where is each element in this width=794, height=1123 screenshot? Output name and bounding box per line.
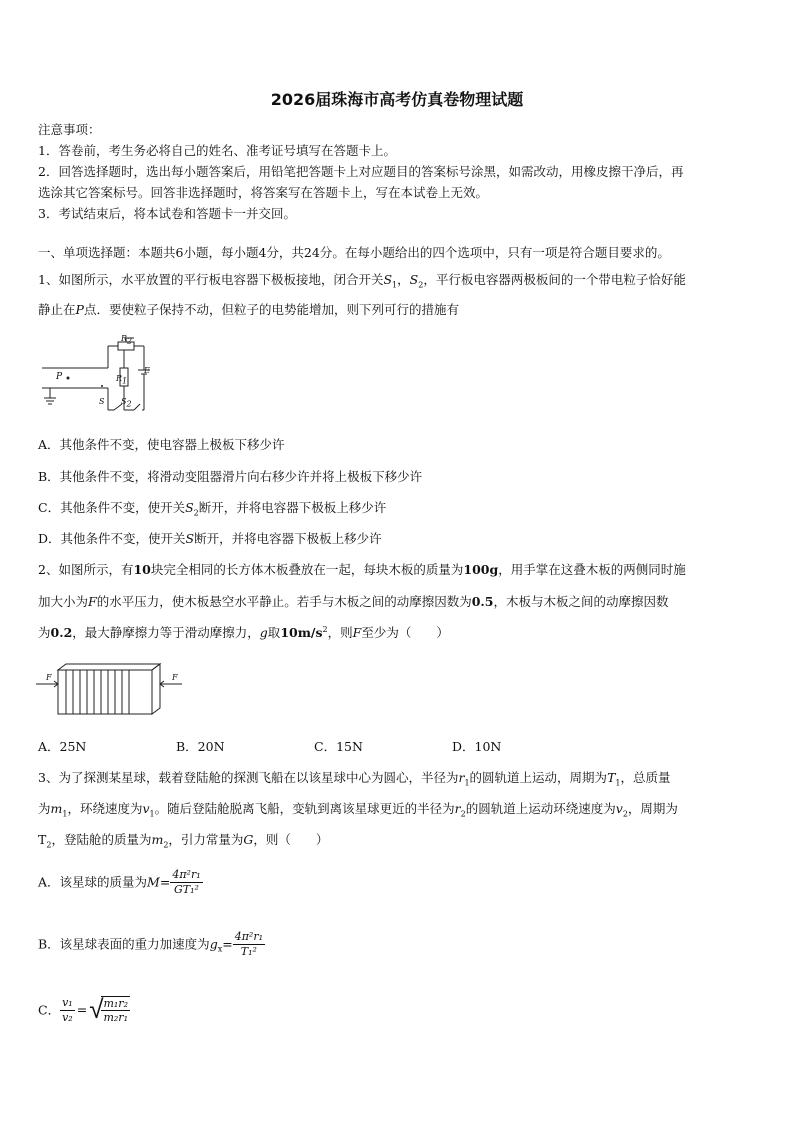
q2-line-3: 为0.2，最大静摩擦力等于滑动摩擦力，g取$10m/s^2$，则F至少为（ ）	[38, 625, 449, 641]
notice-item-2: 2．回答选择题时，选出每小题答案后，用铅笔把答题卡上对应题目的答案标号涂黑，如需改动，用橡皮擦干净后，再	[38, 164, 684, 179]
q2-fig-f-left: F	[46, 673, 52, 682]
notice-item-3: 3．考试结束后，将本试卷和答题卡一并交回。	[38, 206, 296, 221]
q3-option-a[interactable]: A．该星球的质量为M= $\frac{\text{4π²r₁}}{\text{GT₁²}}$	[38, 868, 201, 896]
q1-line-1: 1、如图所示，水平放置的平行板电容器下极板接地，闭合开关$S_1$，$S_2$，平行板电容器两极板间的一个带电粒子恰好能	[38, 272, 686, 290]
q1-option-b[interactable]: B．其他条件不变，将滑动变阻器滑片向右移少许并将上极板下移少许	[38, 469, 423, 484]
notice-item-2-cont: 选涂其它答案标号。回答非选择题时，将答案写在答题卡上，写在本试卷上无效。	[38, 185, 489, 200]
q2-boards-figure	[36, 660, 186, 720]
q3-option-c-rhs-fraction: $\frac{\text{m₁r₂}}{\text{m₂r₁}}$	[103, 996, 128, 1025]
q1-fig-p: P	[56, 372, 63, 382]
q1-option-c[interactable]: C．其他条件不变，使开关$S_2$断开，并将电容器下极板上移少许	[38, 500, 387, 518]
q3-line-3: $T_2$，登陆舱的质量为$m_2$，引力常量为G，则（ ）	[38, 832, 329, 850]
q1-fig-s: S	[99, 397, 105, 406]
q3-option-a-fraction: $\frac{\text{4π²r₁}}{\text{GT₁²}}$	[172, 868, 201, 896]
q3-option-b[interactable]: B．该星球表面的重力加速度为$g_x=$ $\frac{\text{4π²r₁}}{\text{T₁²}}$	[38, 930, 264, 958]
q2-line-1: 2、如图所示，有10块完全相同的长方体木板叠放在一起，每块木板的质量为100g，用手掌在这叠木板的两侧同时施	[38, 562, 686, 577]
section-heading: 一、单项选择题：本题共6小题，每小题4分，共24分。在每小题给出的四个选项中，只有一项是符合题目要求的。	[38, 245, 670, 260]
q2-fig-f-right: F	[172, 673, 178, 682]
q3-option-c-lhs-fraction: $\frac{\text{v₁}}{\text{v₂}}$	[62, 996, 73, 1024]
q3-line-2: 为$m_1$，环绕速度为$v_1$。随后登陆舱脱离飞船，变轨到离该星球更近的半径为$r_2$的圆轨道上运动环绕速度为$v_2$，周期为	[38, 801, 678, 819]
page-title: 2026届珠海市高考仿真卷物理试题	[270, 90, 524, 109]
q1-fig-s2: $S_2$	[121, 397, 132, 409]
notice-heading: 注意事项：	[38, 122, 101, 137]
sqrt-sign: √	[89, 995, 104, 1025]
q2-option-a[interactable]: A．25N	[38, 739, 87, 754]
q2-line-2: 加大小为F的水平压力，使木板悬空水平静止。若手与木板之间的动摩擦因数为0.5，木板与木板之间的动摩擦因数	[38, 594, 669, 609]
q2-option-d[interactable]: D．10N	[452, 739, 502, 754]
q3-option-b-fraction: $\frac{\text{4π²r₁}}{\text{T₁²}}$	[234, 930, 264, 958]
q1-option-d[interactable]: D．其他条件不变，使开关S断开，并将电容器下极板上移少许	[38, 531, 382, 546]
q3-option-c[interactable]: C． $\frac{\text{v₁}}{\text{v₂}}$ =√ $\frac{\text{m₁r₂}}{\text{m₂r₁}}$	[38, 995, 128, 1025]
q2-option-b[interactable]: B．20N	[176, 739, 225, 754]
notice-item-1: 1．答卷前，考生务必将自己的姓名、准考证号填写在答题卡上。	[38, 143, 396, 158]
q1-fig-e: E	[144, 366, 150, 375]
q1-fig-r2: $R_2$	[121, 334, 133, 346]
q2-option-c[interactable]: C．15N	[314, 739, 363, 754]
q1-line-2: 静止在P点．要使粒子保持不动，但粒子的电势能增加，则下列可行的措施有	[38, 302, 459, 317]
q1-fig-r1: $R_1$	[116, 374, 128, 386]
q3-line-1: 3、为了探测某星球，载着登陆舱的探测飞船在以该星球中心为圆心，半径为$r_1$的圆轨道上运动，周期为$T_1$，总质量	[38, 770, 671, 788]
q1-option-a[interactable]: A．其他条件不变，使电容器上极板下移少许	[38, 437, 285, 452]
